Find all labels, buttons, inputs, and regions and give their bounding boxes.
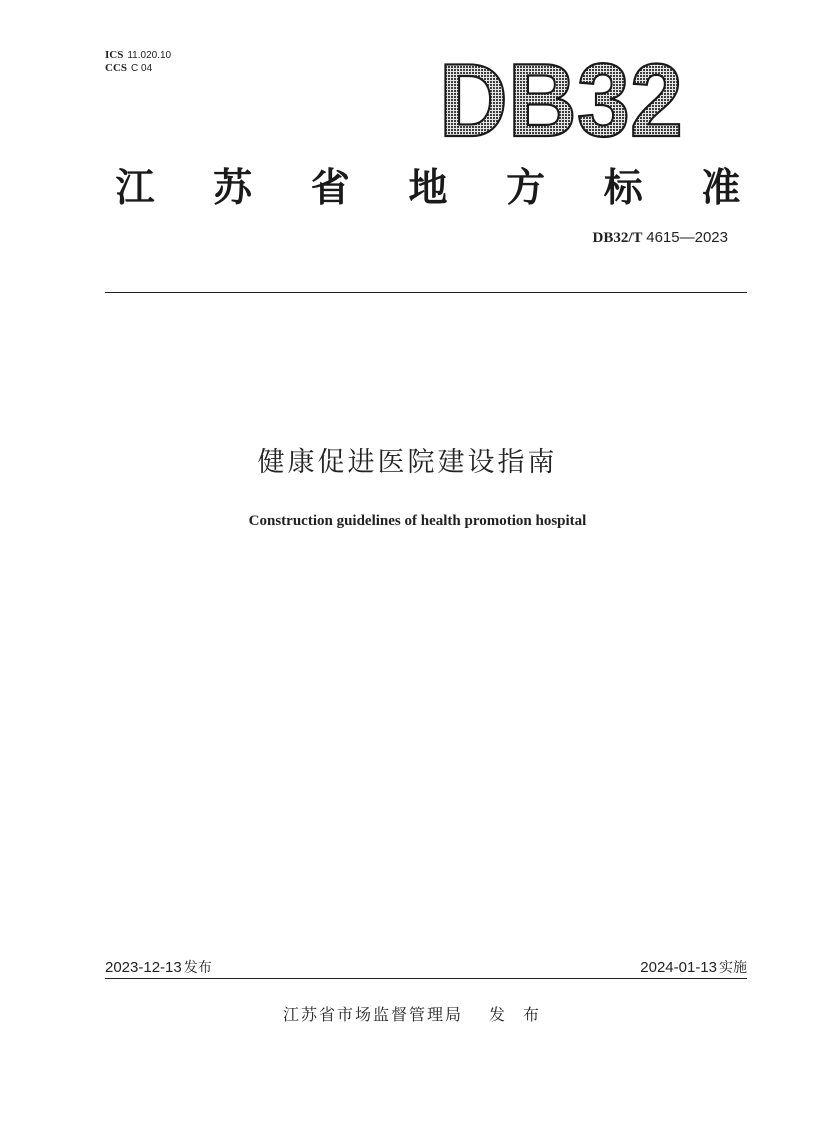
top-divider: [105, 292, 747, 293]
ccs-value: C 04: [131, 63, 153, 74]
province-standard-char: 省: [310, 166, 350, 211]
ics-value: 11.020.10: [127, 50, 172, 61]
standard-number-value: 4615—2023: [646, 229, 728, 246]
ics-label: ICS: [105, 49, 124, 61]
bottom-divider: [105, 978, 747, 979]
ics-code: [105, 49, 171, 62]
classification-codes: [105, 49, 171, 75]
issue-date-label: 发布: [183, 960, 212, 976]
issue-date: [105, 957, 212, 977]
standard-number-prefix: DB32/T: [592, 230, 643, 246]
province-standard-char: 标: [603, 166, 643, 211]
standard-number: [592, 229, 728, 247]
document-title-english: Construction guidelines of health promotion hospital: [248, 513, 587, 529]
publisher: [283, 1002, 557, 1025]
db32-logo: [436, 48, 688, 146]
implement-date: [640, 957, 747, 977]
province-standard-char: 准: [701, 166, 741, 211]
publisher-name: 江苏省市场监督管理局: [283, 1005, 464, 1024]
publisher-action: 发布: [489, 1005, 558, 1024]
province-standard-char: 苏: [213, 166, 253, 211]
implement-date-label: 实施: [719, 960, 747, 976]
province-standard-char: 江: [115, 166, 155, 211]
issue-date-value: 2023-12-13: [105, 959, 182, 976]
province-standard-title: [112, 157, 744, 213]
ccs-label: CCS: [105, 62, 128, 74]
implement-date-value: 2024-01-13: [640, 959, 717, 976]
ccs-code: [105, 62, 171, 75]
province-standard-char: 地: [408, 166, 448, 211]
db32-logo-text: DB32: [439, 48, 683, 146]
province-standard-char: 方: [506, 166, 546, 211]
document-title-chinese: 健康促进医院建设指南: [257, 447, 558, 478]
